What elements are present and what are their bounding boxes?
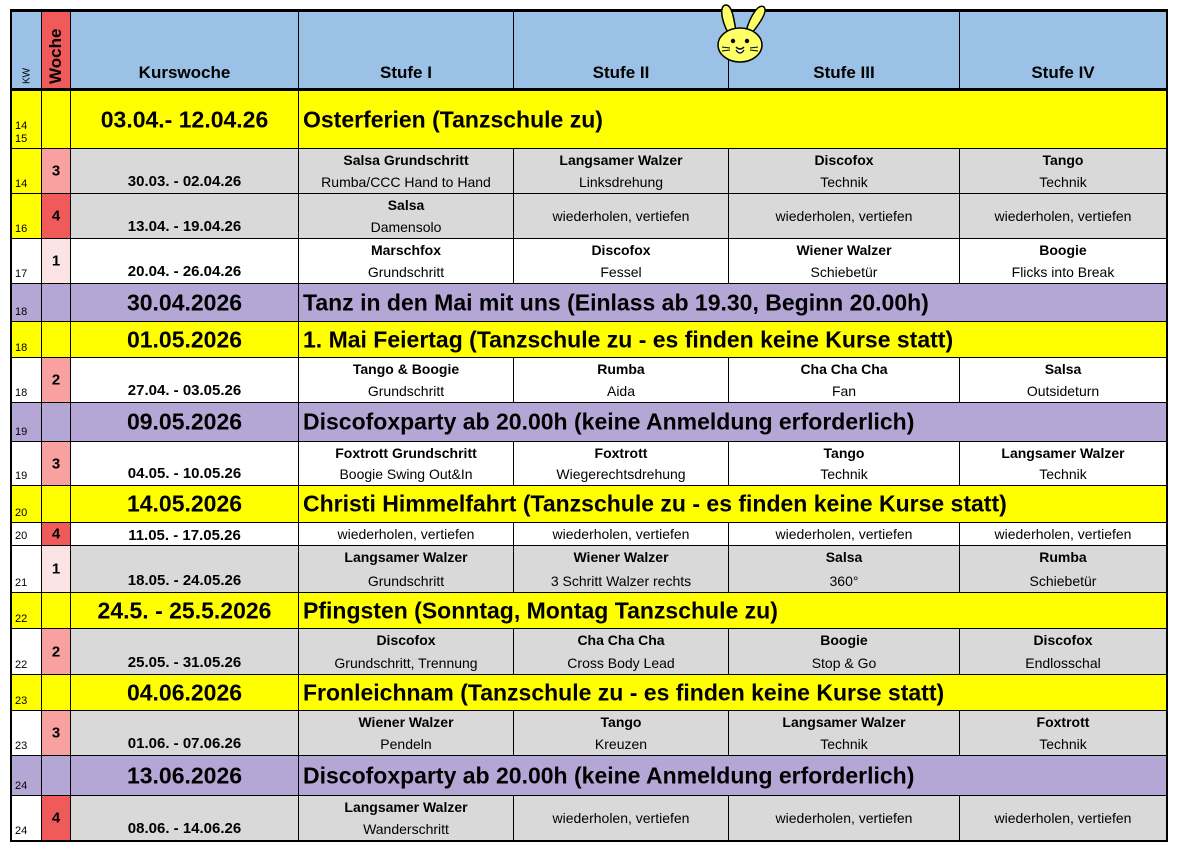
woche-number: 4 xyxy=(51,207,61,225)
stufe-3-cell xyxy=(729,796,960,840)
kurswoche-date: 27.04. - 03.05.26 xyxy=(127,382,242,399)
kurswoche-date: 04.05. - 10.05.26 xyxy=(127,465,242,482)
kw-value: 17 xyxy=(15,268,28,280)
event-date: 01.05.2026 xyxy=(126,326,243,352)
event-date: 30.04.2026 xyxy=(126,289,243,315)
kw-cell xyxy=(12,711,42,755)
event-text: Osterferien (Tanzschule zu) xyxy=(303,106,603,132)
stufe-3-cell xyxy=(729,546,960,592)
stufe-4-cell xyxy=(960,523,1166,545)
kw-number xyxy=(15,825,27,838)
stage-note: wiederholen, vertiefen xyxy=(775,810,913,826)
dance-figure: Damensolo xyxy=(370,219,442,235)
event-text-cell xyxy=(299,486,1166,522)
event-text: Fronleichnam (Tanzschule zu - es finden keine Kurse statt) xyxy=(303,679,945,705)
kw-value: 19 xyxy=(15,426,28,438)
woche-cell xyxy=(42,629,71,674)
stufe-4-cell xyxy=(960,629,1166,674)
dance-title: Wiener Walzer xyxy=(796,242,892,258)
kw-number xyxy=(15,426,27,439)
dance-figure: Fan xyxy=(831,383,857,399)
kurswoche-date: 18.05. - 24.05.26 xyxy=(127,572,242,589)
dance-title: Foxtrott xyxy=(594,445,648,461)
kurswoche-cell xyxy=(71,239,299,283)
kurswoche-date: 13.04. - 19.04.26 xyxy=(127,218,242,235)
kw-cell xyxy=(12,149,42,193)
stage-note: wiederholen, vertiefen xyxy=(994,810,1132,826)
dance-figure: Grundschritt xyxy=(367,264,445,280)
kw-value: 23 xyxy=(15,740,28,752)
stufe-1-cell xyxy=(299,358,514,402)
stufe-3-cell xyxy=(729,711,960,755)
table-body xyxy=(12,91,1166,840)
dance-figure: 3 Schritt Walzer rechts xyxy=(550,573,692,589)
stufe-1-cell xyxy=(299,796,514,840)
course-row xyxy=(12,523,1166,546)
stufe-4-cell xyxy=(960,796,1166,840)
kurswoche-cell xyxy=(71,194,299,238)
kw-cell xyxy=(12,358,42,402)
woche-number: 4 xyxy=(51,525,61,543)
kw-value: 15 xyxy=(15,133,28,145)
kw-value: 20 xyxy=(15,530,28,542)
course-row xyxy=(12,711,1166,756)
course-row xyxy=(12,629,1166,675)
stufe-3-cell xyxy=(729,194,960,238)
dance-title: Tango & Boogie xyxy=(352,361,460,377)
kw-value: 22 xyxy=(15,659,28,671)
dance-title: Discofox xyxy=(591,242,651,258)
woche-number: 1 xyxy=(51,252,61,270)
kurswoche-cell xyxy=(71,796,299,840)
header-stufe-1 xyxy=(299,12,514,88)
event-date-cell xyxy=(71,403,299,441)
stufe-2-cell xyxy=(514,358,729,402)
header-kw xyxy=(12,12,42,88)
dance-figure: Fessel xyxy=(600,264,642,280)
woche-cell xyxy=(42,711,71,755)
course-row xyxy=(12,194,1166,239)
dance-figure: Wiegerechtsdrehung xyxy=(556,466,686,482)
dance-figure: Aida xyxy=(606,383,636,399)
dance-title: Rumba xyxy=(1039,549,1087,565)
event-text: 1. Mai Feiertag (Tanzschule zu - es finden keine Kurse statt) xyxy=(303,326,954,352)
dance-figure: Cross Body Lead xyxy=(567,655,675,671)
woche-number: 3 xyxy=(51,162,61,180)
dance-title: Wiener Walzer xyxy=(573,549,669,565)
kw-cell xyxy=(12,403,42,441)
stufe-2-cell xyxy=(514,796,729,840)
stage-note: wiederholen, vertiefen xyxy=(552,526,690,542)
stage-note: wiederholen, vertiefen xyxy=(552,810,690,826)
dance-figure: Technik xyxy=(820,174,868,190)
dance-figure: Stop & Go xyxy=(811,655,877,671)
kurswoche-cell xyxy=(71,149,299,193)
dance-title: Rumba xyxy=(597,361,645,377)
woche-cell xyxy=(42,523,71,545)
kw-value: 24 xyxy=(15,780,28,792)
header-stufe-3-label: Stufe III xyxy=(813,63,875,82)
header-woche xyxy=(42,12,71,88)
kw-number xyxy=(15,470,27,483)
stufe-3-cell xyxy=(729,239,960,283)
stufe-2-cell xyxy=(514,546,729,592)
stufe-2-cell xyxy=(514,711,729,755)
event-date-cell xyxy=(71,284,299,321)
dance-figure: Flicks into Break xyxy=(1011,264,1115,280)
dance-figure: Pendeln xyxy=(380,736,432,752)
dance-figure: Schiebetür xyxy=(1029,573,1097,589)
header-kurswoche xyxy=(71,12,299,88)
dance-figure: Schiebetür xyxy=(810,264,878,280)
kw-cell xyxy=(12,239,42,283)
event-date: 09.05.2026 xyxy=(126,408,243,435)
woche-number: 4 xyxy=(51,809,61,827)
header-stufe-1-label: Stufe I xyxy=(380,63,432,82)
kw-number xyxy=(15,268,27,281)
event-row xyxy=(12,403,1166,442)
kw-value: 24 xyxy=(15,825,28,837)
bunny-face-icon xyxy=(706,3,776,73)
stufe-2-cell xyxy=(514,239,729,283)
course-row xyxy=(12,796,1166,840)
kw-value: 14 xyxy=(15,120,28,132)
event-row xyxy=(12,593,1166,629)
event-text: Discofoxparty ab 20.00h (keine Anmeldung erforderlich) xyxy=(303,762,915,788)
stufe-3-cell xyxy=(729,629,960,674)
dance-figure: Rumba/CCC Hand to Hand xyxy=(321,174,491,190)
kw-value: 18 xyxy=(15,387,28,399)
event-text-cell xyxy=(299,756,1166,795)
event-text-cell xyxy=(299,403,1166,441)
dance-figure: Boogie Swing Out&In xyxy=(339,466,473,482)
event-row xyxy=(12,756,1166,796)
kw-value: 18 xyxy=(15,306,28,318)
kurswoche-date: 20.04. - 26.04.26 xyxy=(127,263,242,280)
kw-number xyxy=(15,613,27,626)
kw-value: 22 xyxy=(15,613,28,625)
kw-cell xyxy=(12,284,42,321)
kw-number xyxy=(15,387,27,400)
event-date: 24.5. - 25.5.2026 xyxy=(97,597,272,623)
kw-value: 19 xyxy=(15,470,28,482)
dance-title: Cha Cha Cha xyxy=(800,361,888,377)
woche-number: 2 xyxy=(51,371,61,389)
table-header xyxy=(12,12,1166,91)
stufe-1-cell xyxy=(299,546,514,592)
header-stufe-2-label: Stufe II xyxy=(592,63,650,82)
woche-cell xyxy=(42,358,71,402)
stufe-4-cell xyxy=(960,358,1166,402)
kw-cell xyxy=(12,523,42,545)
event-text: Discofoxparty ab 20.00h (keine Anmeldung erforderlich) xyxy=(303,408,915,435)
kurswoche-date: 01.06. - 07.06.26 xyxy=(127,735,242,752)
kw-cell xyxy=(12,486,42,522)
event-row xyxy=(12,675,1166,711)
kw-number xyxy=(15,740,27,753)
event-row xyxy=(12,322,1166,358)
dance-title: Salsa xyxy=(387,197,425,213)
event-row xyxy=(12,486,1166,523)
kw-cell xyxy=(12,756,42,795)
woche-number: 2 xyxy=(51,643,61,660)
event-date-cell xyxy=(71,756,299,795)
event-text-cell xyxy=(299,593,1166,628)
dance-figure: Technik xyxy=(820,466,868,482)
event-date-cell xyxy=(71,91,299,148)
stufe-1-cell xyxy=(299,442,514,485)
stufe-3-cell xyxy=(729,442,960,485)
woche-number: 1 xyxy=(51,560,61,578)
dance-title: Cha Cha Cha xyxy=(577,632,665,648)
stufe-4-cell xyxy=(960,442,1166,485)
dance-title: Salsa Grundschritt xyxy=(343,152,469,168)
dance-title: Discofox xyxy=(376,632,436,648)
stufe-4-cell xyxy=(960,546,1166,592)
woche-cell xyxy=(42,546,71,592)
dance-title: Marschfox xyxy=(370,242,442,258)
kw-number xyxy=(15,306,27,319)
event-text-cell xyxy=(299,322,1166,357)
dance-title: Boogie xyxy=(1039,242,1087,258)
kurswoche-cell xyxy=(71,358,299,402)
stufe-2-cell xyxy=(514,149,729,193)
woche-cell xyxy=(42,149,71,193)
course-row xyxy=(12,149,1166,194)
woche-number: 3 xyxy=(51,724,61,742)
event-date: 13.06.2026 xyxy=(126,762,243,788)
stufe-1-cell xyxy=(299,629,514,674)
kw-cell xyxy=(12,546,42,592)
dance-figure: Technik xyxy=(1039,466,1087,482)
stufe-2-cell xyxy=(514,194,729,238)
woche-cell xyxy=(42,675,71,710)
event-date-cell xyxy=(71,675,299,710)
kw-cell xyxy=(12,322,42,357)
stufe-1-cell xyxy=(299,239,514,283)
dance-figure: Grundschritt xyxy=(367,573,445,589)
dance-figure: Outsideturn xyxy=(1026,383,1100,399)
event-row xyxy=(12,284,1166,322)
header-woche-label: Woche xyxy=(46,28,65,84)
dance-title: Tango xyxy=(1042,152,1084,168)
kurswoche-date: 25.05. - 31.05.26 xyxy=(127,654,242,671)
kw-cell xyxy=(12,442,42,485)
event-text-cell xyxy=(299,675,1166,710)
header-stufe-4 xyxy=(960,12,1166,88)
event-date-cell xyxy=(71,322,299,357)
schedule-table xyxy=(10,9,1168,842)
header-kw-label: KW xyxy=(21,67,32,84)
dance-title: Wiener Walzer xyxy=(358,714,454,730)
kw-cell xyxy=(12,629,42,674)
kw-value: 16 xyxy=(15,223,28,235)
kurswoche-cell xyxy=(71,629,299,674)
woche-cell xyxy=(42,194,71,238)
event-date-cell xyxy=(71,593,299,628)
kw-number xyxy=(15,342,27,355)
dance-title: Langsamer Walzer xyxy=(344,799,468,815)
dance-title: Tango xyxy=(600,714,642,730)
woche-cell xyxy=(42,284,71,321)
dance-title: Salsa xyxy=(1044,361,1082,377)
event-date: 04.06.2026 xyxy=(126,679,243,705)
dance-figure: Wanderschritt xyxy=(363,821,449,837)
dance-figure: Linksdrehung xyxy=(578,174,664,190)
stufe-2-cell xyxy=(514,629,729,674)
dance-figure: Technik xyxy=(820,736,868,752)
kw-cell xyxy=(12,675,42,710)
stufe-1-cell xyxy=(299,149,514,193)
kw-number xyxy=(15,780,27,793)
stage-note: wiederholen, vertiefen xyxy=(775,526,913,542)
woche-cell xyxy=(42,593,71,628)
dance-figure: Grundschritt, Trennung xyxy=(334,655,478,671)
course-row xyxy=(12,546,1166,593)
kw-number xyxy=(15,120,27,146)
event-date-cell xyxy=(71,486,299,522)
stage-note: wiederholen, vertiefen xyxy=(552,208,690,224)
woche-cell xyxy=(42,403,71,441)
event-text: Tanz in den Mai mit uns (Einlass ab 19.30, Beginn 20.00h) xyxy=(303,289,929,315)
dance-figure: Technik xyxy=(1039,174,1087,190)
event-date: 14.05.2026 xyxy=(126,490,243,517)
stufe-1-cell xyxy=(299,711,514,755)
dance-title: Foxtrott xyxy=(1036,714,1090,730)
kurswoche-cell xyxy=(71,523,299,545)
dance-title: Langsamer Walzer xyxy=(344,549,468,565)
kurswoche-cell xyxy=(71,546,299,592)
dance-title: Discofox xyxy=(1033,632,1093,648)
stufe-1-cell xyxy=(299,194,514,238)
woche-cell xyxy=(42,442,71,485)
stufe-2-cell xyxy=(514,442,729,485)
kw-cell xyxy=(12,593,42,628)
kurswoche-date: 30.03. - 02.04.26 xyxy=(127,173,242,190)
event-text: Christi Himmelfahrt (Tanzschule zu - es finden keine Kurse statt) xyxy=(303,490,1007,517)
dance-figure: Endlosschal xyxy=(1025,655,1101,671)
dance-title: Langsamer Walzer xyxy=(782,714,906,730)
event-text-cell xyxy=(299,91,1166,148)
stufe-4-cell xyxy=(960,239,1166,283)
course-row xyxy=(12,358,1166,403)
kw-value: 14 xyxy=(15,178,28,190)
woche-cell xyxy=(42,756,71,795)
stage-note: wiederholen, vertiefen xyxy=(775,208,913,224)
stufe-4-cell xyxy=(960,149,1166,193)
event-text: Pfingsten (Sonntag, Montag Tanzschule zu) xyxy=(303,597,778,623)
dance-title: Tango xyxy=(823,445,865,461)
dance-figure: Grundschritt xyxy=(367,383,445,399)
stage-note: wiederholen, vertiefen xyxy=(337,526,475,542)
dance-title: Discofox xyxy=(814,152,874,168)
dance-title: Langsamer Walzer xyxy=(559,152,683,168)
dance-title: Boogie xyxy=(820,632,868,648)
stufe-3-cell xyxy=(729,358,960,402)
woche-cell xyxy=(42,239,71,283)
kurswoche-date: 11.05. - 17.05.26 xyxy=(128,527,241,544)
kurswoche-date: 08.06. - 14.06.26 xyxy=(127,820,242,837)
stufe-4-cell xyxy=(960,194,1166,238)
kw-number xyxy=(15,223,27,236)
kw-value: 23 xyxy=(15,695,28,707)
kw-number xyxy=(15,577,27,590)
woche-cell xyxy=(42,796,71,840)
course-row xyxy=(12,239,1166,284)
kw-number xyxy=(15,659,27,672)
dance-title: Foxtrott Grundschritt xyxy=(335,445,477,461)
course-row xyxy=(12,442,1166,486)
dance-figure: Technik xyxy=(1039,736,1087,752)
event-date: 03.04.- 12.04.26 xyxy=(100,106,269,132)
stufe-2-cell xyxy=(514,523,729,545)
dance-title: Langsamer Walzer xyxy=(1001,445,1125,461)
woche-cell xyxy=(42,486,71,522)
stufe-4-cell xyxy=(960,711,1166,755)
stage-note: wiederholen, vertiefen xyxy=(994,208,1132,224)
kw-number xyxy=(15,507,27,520)
stufe-1-cell xyxy=(299,523,514,545)
kurswoche-cell xyxy=(71,442,299,485)
kw-value: 21 xyxy=(15,577,28,589)
kw-number xyxy=(15,695,27,708)
woche-cell xyxy=(42,91,71,148)
kw-value: 20 xyxy=(15,507,28,519)
kw-number xyxy=(15,178,27,191)
woche-cell xyxy=(42,322,71,357)
dance-title: Salsa xyxy=(825,549,863,565)
stufe-3-cell xyxy=(729,149,960,193)
kurswoche-cell xyxy=(71,711,299,755)
kw-cell xyxy=(12,91,42,148)
stufe-3-cell xyxy=(729,523,960,545)
stage-note: wiederholen, vertiefen xyxy=(994,526,1132,542)
dance-figure: Kreuzen xyxy=(594,736,648,752)
event-row xyxy=(12,91,1166,149)
kw-number xyxy=(15,530,27,543)
event-text-cell xyxy=(299,284,1166,321)
kw-value: 18 xyxy=(15,342,28,354)
header-stufe-4-label: Stufe IV xyxy=(1031,63,1095,82)
kw-cell xyxy=(12,796,42,840)
header-kurswoche-label: Kurswoche xyxy=(138,63,231,82)
dance-figure: 360° xyxy=(829,573,859,589)
header-stufe-2 xyxy=(514,12,729,88)
woche-number: 3 xyxy=(51,455,61,472)
kw-cell xyxy=(12,194,42,238)
